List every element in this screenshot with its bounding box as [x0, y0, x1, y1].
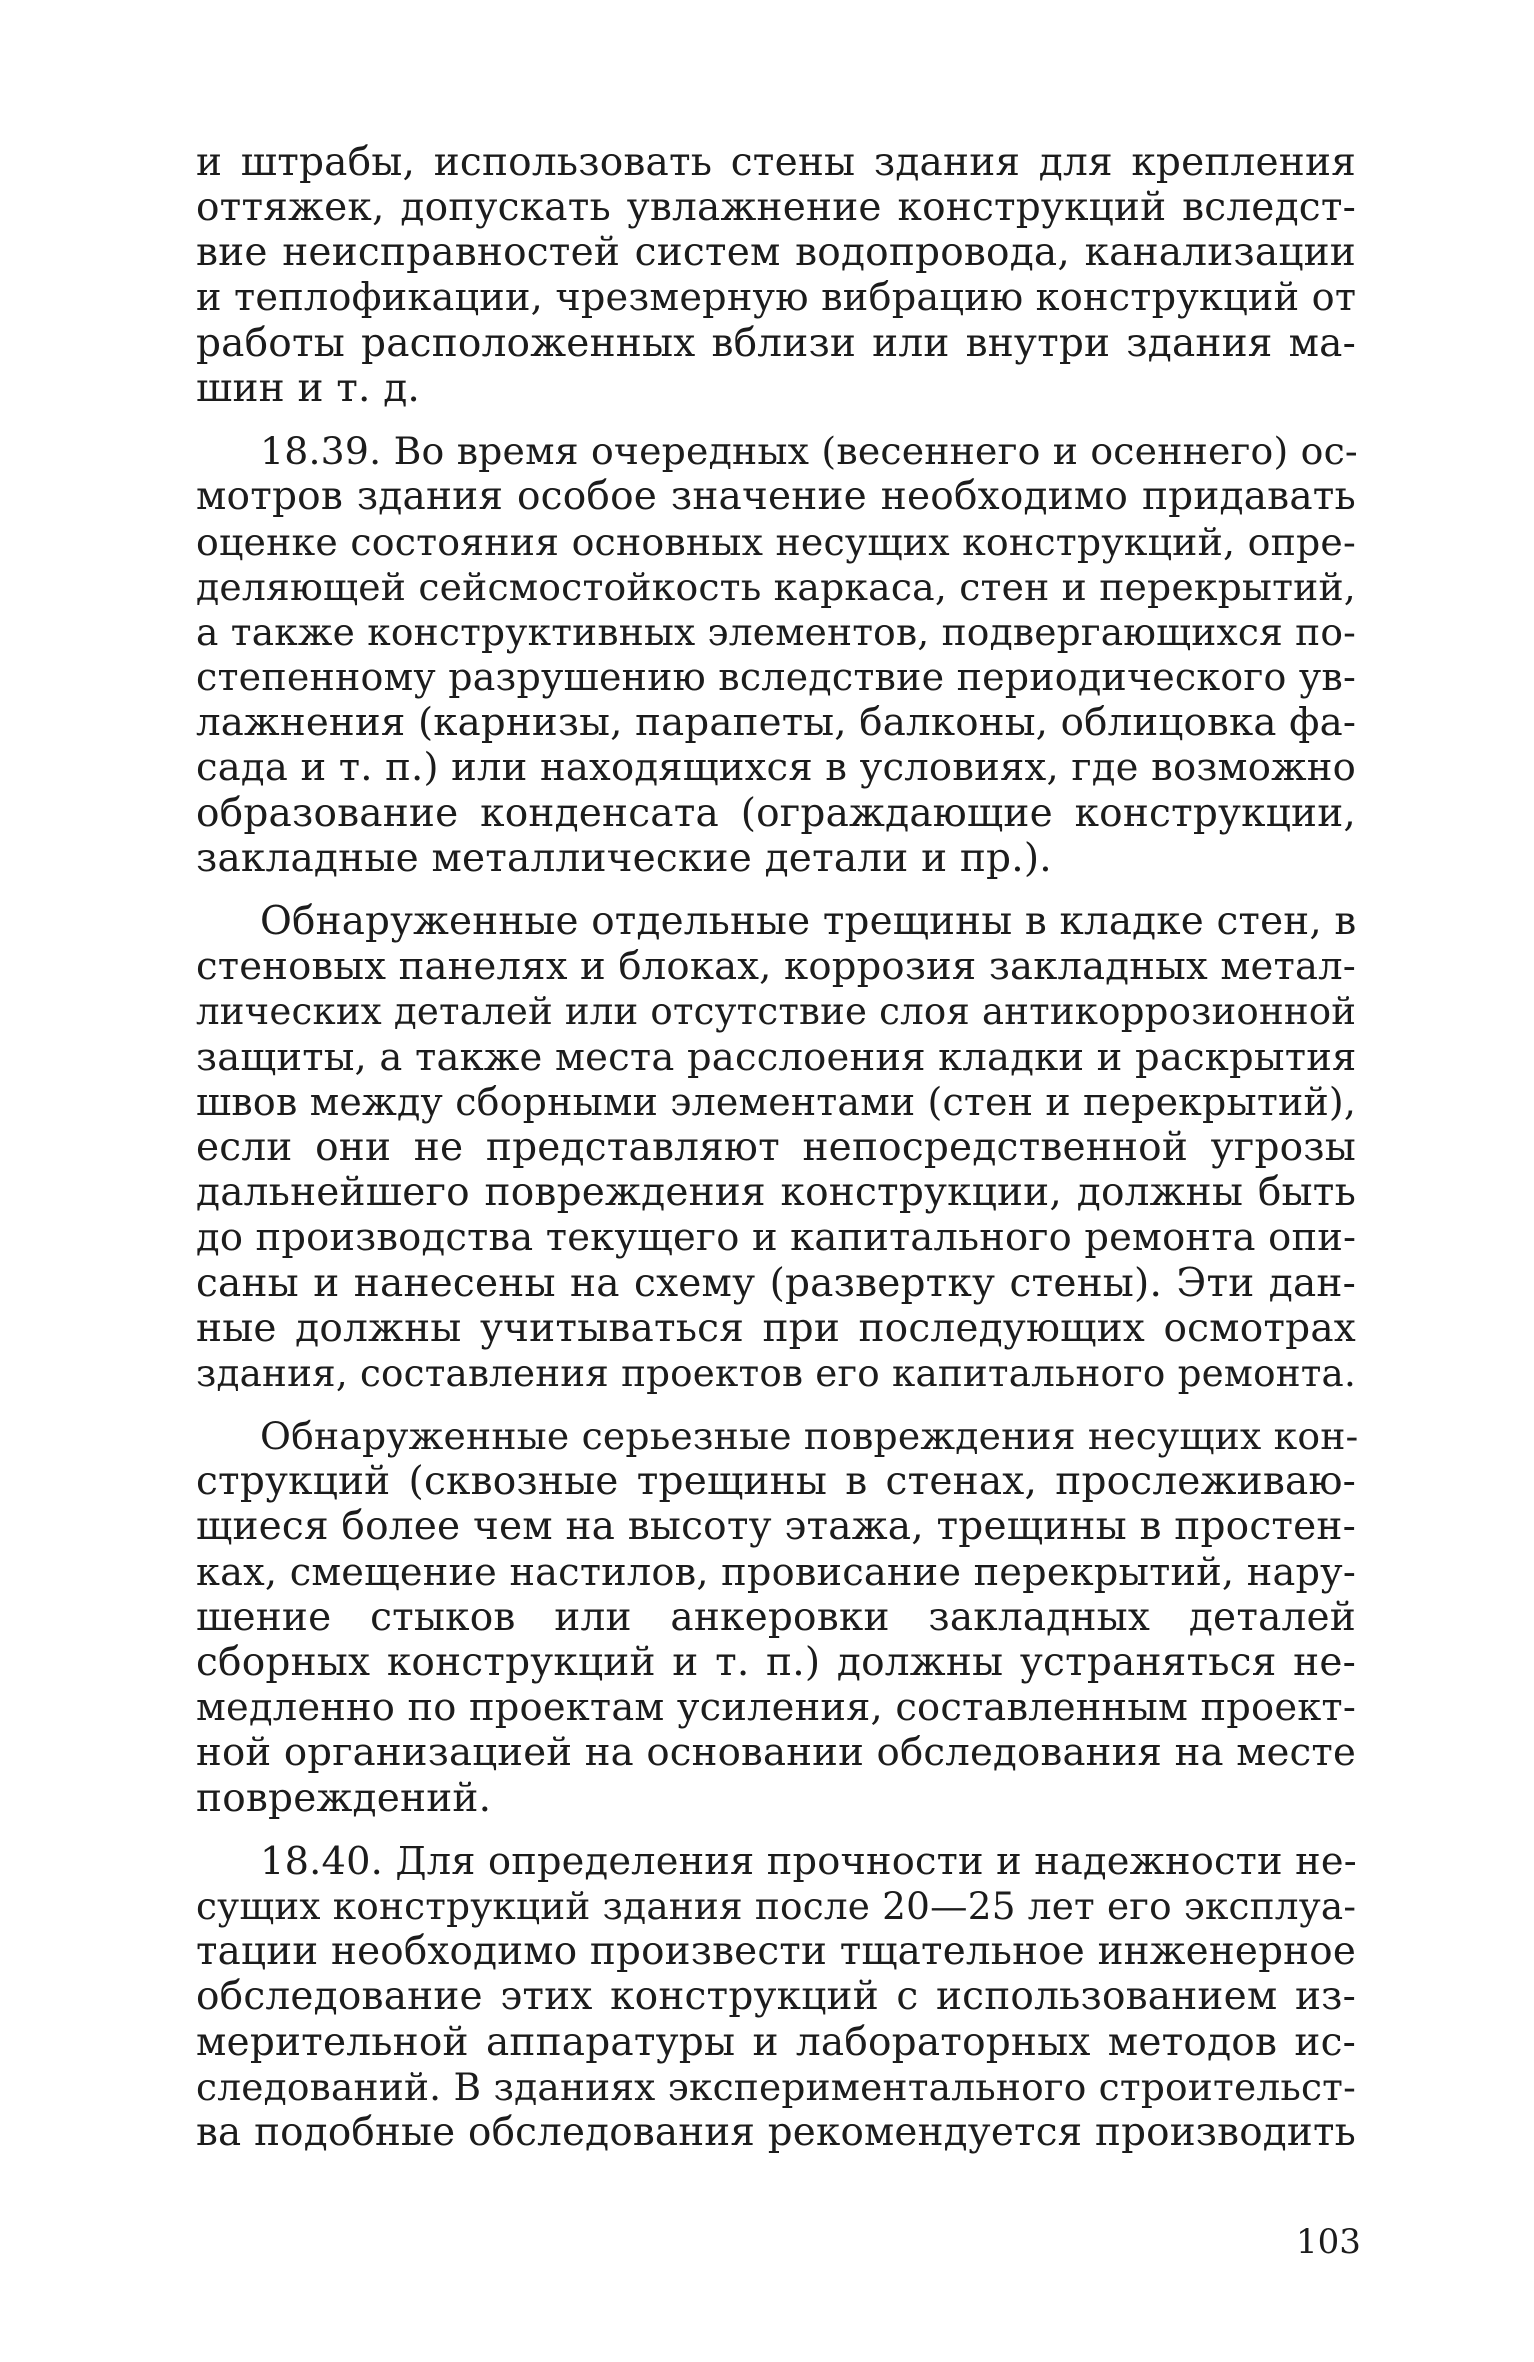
paragraph	[196, 140, 1356, 411]
text-line: обследование этих конструкций с использованием из-	[196, 1974, 1356, 2020]
text-line: защиты, а также места расслоения кладки и раскрытия	[196, 1034, 1357, 1080]
text-line: шение стыков или анкеровки закладных деталей	[196, 1594, 1356, 1640]
text-line: шин и т. д.	[196, 365, 421, 411]
text-line: образование конденсата (ограждающие конструкции,	[196, 790, 1356, 836]
text-line: сборных конструкций и т. п.) должны устраняться не-	[196, 1640, 1356, 1685]
text-line: ках, смещение настилов, провисание перекрытий, нару-	[196, 1549, 1356, 1595]
text-line: Обнаруженные серьезные повреждения несущих кон-	[260, 1414, 1359, 1459]
text-line: здания, составления проектов его капитального ремонта.	[196, 1350, 1356, 1395]
text-line: швов между сборными элементами (стен и перекрытий),	[196, 1079, 1357, 1124]
text-line: мерительной аппаратуры и лабораторных методов ис-	[196, 2019, 1356, 2065]
text-line: ной организацией на основании обследования на месте	[196, 1730, 1357, 1776]
text-line: сада и т. п.) или находящихся в условиях, где возможно	[196, 745, 1356, 791]
text-line: мотров здания особое значение необходимо придавать	[196, 474, 1356, 520]
text-line: лических деталей или отсутствие слоя антикоррозионной	[196, 990, 1357, 1034]
page-number: 103	[1296, 2222, 1361, 2262]
text-line: и штрабы, использовать стены здания для крепления	[196, 140, 1356, 185]
text-line: ва подобные обследования рекомендуется производить	[196, 2109, 1356, 2155]
text-line: вие неисправностей систем водопровода, канализации	[196, 230, 1356, 276]
text-line: следований. В зданиях экспериментального строительст-	[196, 2064, 1356, 2109]
paragraph-gap	[196, 1821, 1356, 1839]
text-line: сущих конструкций здания после 20—25 лет его эксплуа-	[196, 1883, 1357, 1928]
paragraph	[196, 899, 1356, 1396]
text-line: стеновых панелях и блоках, коррозия закладных метал-	[196, 944, 1357, 990]
text-line: щиеся более чем на высоту этажа, трещины в простен-	[196, 1504, 1356, 1550]
text-line: и теплофикации, чрезмерную вибрацию конструкций от	[196, 275, 1357, 320]
text-line: оттяжек, допускать увлажнение конструкций вследст-	[196, 185, 1356, 231]
paragraph	[196, 429, 1356, 881]
paragraph	[196, 1414, 1359, 1821]
text-line: дальнейшего повреждения конструкции, должны быть	[196, 1170, 1356, 1216]
text-line: 18.39. Во время очередных (весеннего и осеннего) ос-	[260, 429, 1358, 474]
body-text	[196, 140, 1359, 2155]
text-line: закладные металлические детали и пр.).	[196, 835, 1052, 881]
paragraph-gap	[196, 411, 1356, 429]
text-line: деляющей сейсмостойкость каркаса, стен и перекрытий,	[196, 564, 1356, 609]
text-line: тации необходимо произвести тщательное инженерное	[196, 1929, 1356, 1975]
text-line: саны и нанесены на схему (развертку стены). Эти дан-	[196, 1260, 1356, 1306]
text-line: струкций (сквозные трещины в стенах, прослеживаю-	[196, 1459, 1356, 1505]
text-line: а также конструктивных элементов, подвергающихся по-	[196, 609, 1356, 654]
text-line: Обнаруженные отдельные трещины в кладке стен, в	[260, 899, 1357, 944]
text-line: до производства текущего и капитального ремонта опи-	[196, 1215, 1357, 1261]
text-line: лажнения (карнизы, парапеты, балконы, облицовка фа-	[196, 700, 1357, 746]
paragraph	[196, 1839, 1356, 2155]
paragraph-gap	[196, 881, 1356, 899]
text-line: оценке состояния основных несущих конструкций, опре-	[196, 519, 1356, 564]
text-line: работы расположенных вблизи или внутри здания ма-	[196, 320, 1356, 366]
text-line: повреждений.	[196, 1775, 492, 1821]
text-line: ные должны учитываться при последующих осмотрах	[196, 1305, 1356, 1351]
paragraph-gap	[196, 1396, 1356, 1414]
text-line: если они не представляют непосредственной угрозы	[196, 1124, 1356, 1170]
text-line: степенному разрушению вследствие периодического ув-	[196, 655, 1356, 700]
text-line: медленно по проектам усиления, составленным проект-	[196, 1685, 1356, 1731]
text-line: 18.40. Для определения прочности и надежности не-	[260, 1838, 1357, 1884]
